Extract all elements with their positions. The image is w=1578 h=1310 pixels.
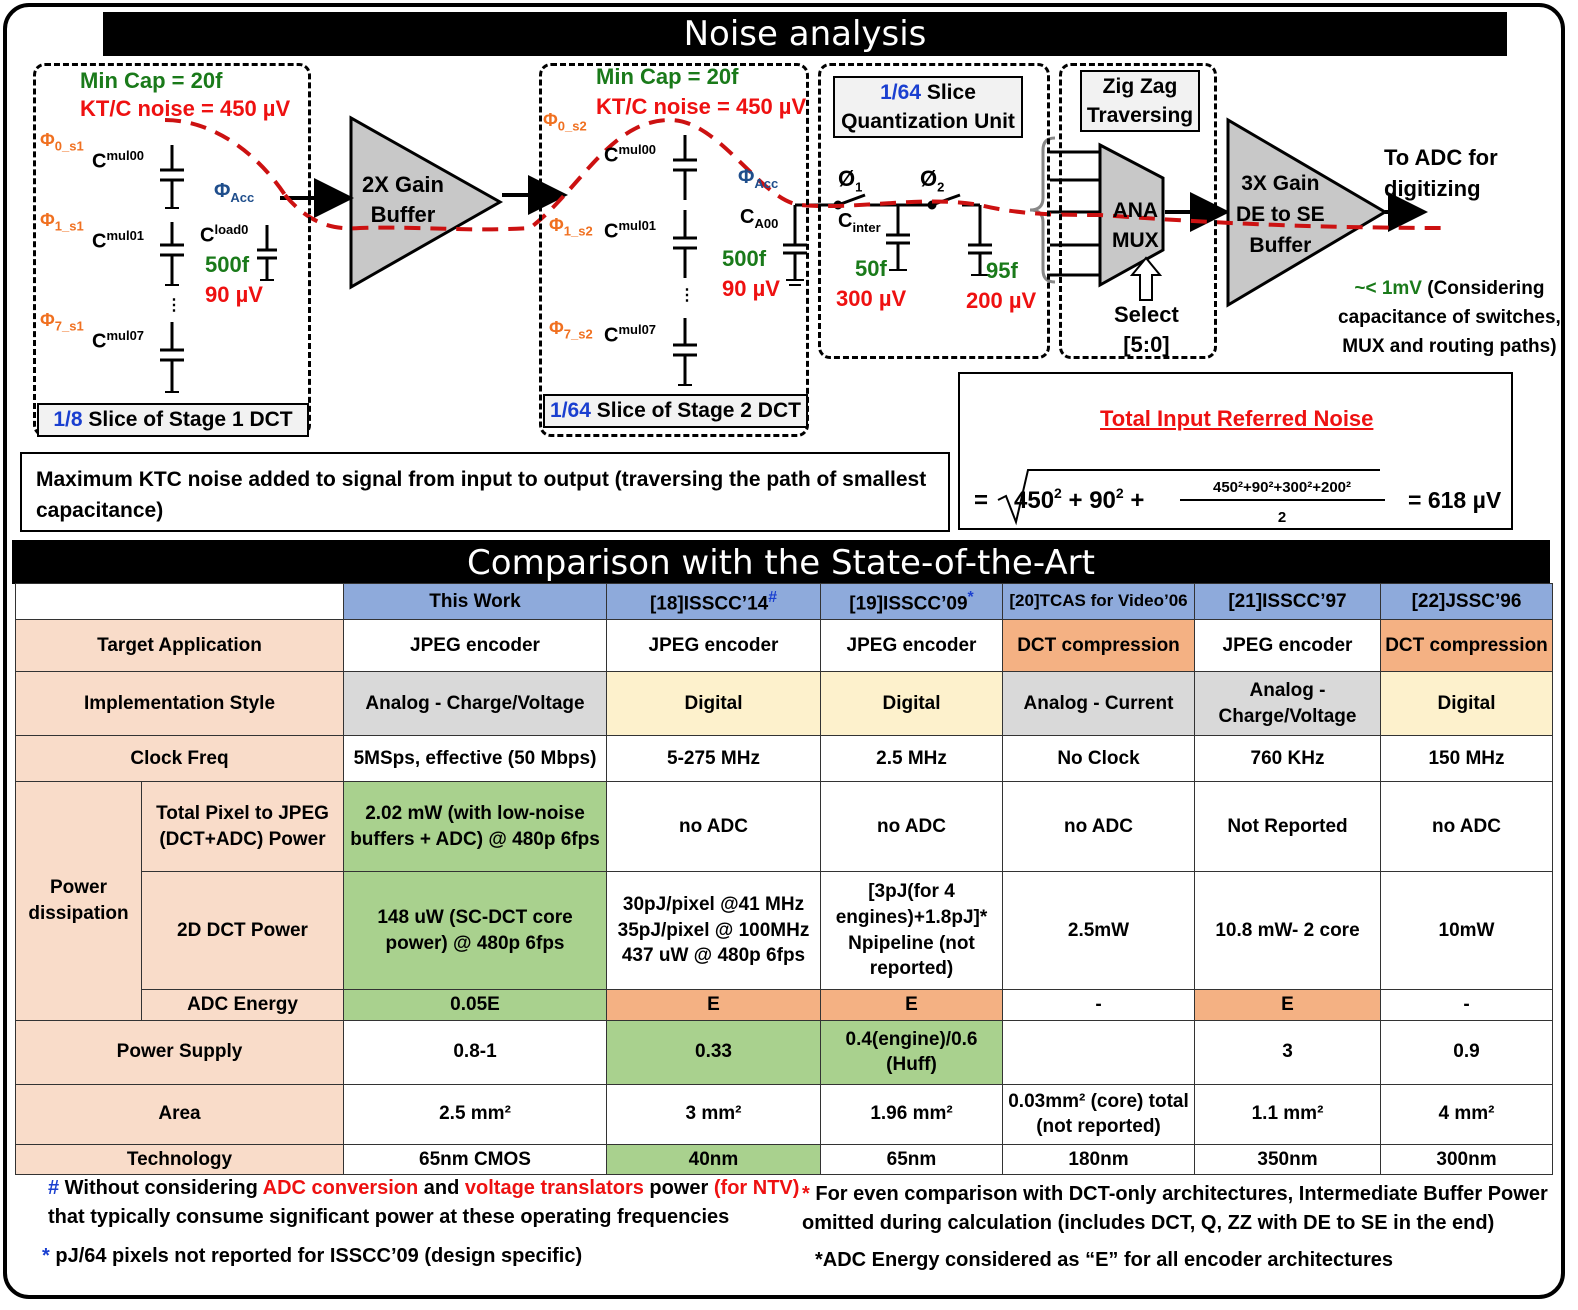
stage1-min-cap: Min Cap = 20f bbox=[80, 68, 223, 93]
stage1-phi-acc: $\Phi_{Acc}$ bbox=[214, 180, 255, 205]
buffer1-label: 2X Gain Buffer bbox=[362, 172, 444, 227]
table-cell: JPEG encoder bbox=[1195, 620, 1381, 672]
zigzag-title: Zig Zag Traversing bbox=[1080, 70, 1200, 132]
header-cell: [22]JSSC’96 bbox=[1381, 584, 1553, 620]
noise-analysis-title: Noise analysis bbox=[103, 12, 1507, 56]
table-cell: 5-275 MHz bbox=[607, 736, 821, 782]
header-corner bbox=[16, 584, 344, 620]
row-label: Technology bbox=[16, 1144, 344, 1175]
table-cell: Analog - Current bbox=[1003, 672, 1195, 736]
table-cell: 350nm bbox=[1195, 1144, 1381, 1175]
formula-frac-den: 2 bbox=[1277, 509, 1287, 526]
max-ktc-note: Maximum KTC noise added to signal from input to output (traversing the path of smallest capacitance) bbox=[20, 452, 950, 532]
row-label: Clock Freq bbox=[16, 736, 344, 782]
row-label: 2D DCT Power bbox=[142, 872, 344, 990]
table-cell: 0.9 bbox=[1381, 1020, 1553, 1084]
stage2-min-cap: Min Cap = 20f bbox=[596, 64, 739, 89]
cinter-label: $C_{inter}$ bbox=[838, 210, 881, 235]
row-label: ADC Energy bbox=[142, 990, 344, 1021]
row-label: Target Application bbox=[16, 620, 344, 672]
table-cell: - bbox=[1381, 990, 1553, 1021]
table-cell: 180nm bbox=[1003, 1144, 1195, 1175]
table-cell: 5MSps, effective (50 Mbps) bbox=[344, 736, 607, 782]
stage1-cmul01: $C^{mul01}$ bbox=[92, 228, 145, 253]
stage2-label: 1/64 Slice of Stage 2 DCT bbox=[543, 394, 808, 428]
table-cell: no ADC bbox=[1003, 782, 1195, 872]
svg-text:⋮: ⋮ bbox=[166, 297, 182, 314]
table-cell: no ADC bbox=[1381, 782, 1553, 872]
table-cell: Analog - Charge/Voltage bbox=[1195, 672, 1381, 736]
table-cell: 0.33 bbox=[607, 1020, 821, 1084]
table-cell: Digital bbox=[821, 672, 1003, 736]
stage1-cmul00: $C^{mul00}$ bbox=[92, 148, 145, 173]
header-cell: This Work bbox=[344, 584, 607, 620]
quant-noise2: 200 µV bbox=[966, 288, 1037, 313]
table-cell: JPEG encoder bbox=[344, 620, 607, 672]
table-cell: - bbox=[1003, 990, 1195, 1021]
power-group-label: Power dissipation bbox=[16, 782, 142, 1021]
table-cell: DCT compression bbox=[1381, 620, 1553, 672]
table-cell: Digital bbox=[607, 672, 821, 736]
table-cell: Analog - Charge/Voltage bbox=[344, 672, 607, 736]
table-cell: 2.5mW bbox=[1003, 872, 1195, 990]
table-cell: Digital bbox=[1381, 672, 1553, 736]
table-cell: JPEG encoder bbox=[607, 620, 821, 672]
stage2-cmul01: $C^{mul01}$ bbox=[604, 218, 657, 243]
table-cell: [3pJ(for 4 engines)+1.8pJ]* Npipeline (not reported) bbox=[821, 872, 1003, 990]
table-cell: 65nm CMOS bbox=[344, 1144, 607, 1175]
table-cell bbox=[1003, 1020, 1195, 1084]
formula-term2: 90 bbox=[1089, 487, 1116, 514]
total-noise-title: Total Input Referred Noise bbox=[1100, 406, 1374, 431]
stage1-cload: $C^{load0}$ bbox=[200, 222, 249, 247]
table-cell: 3 bbox=[1195, 1020, 1381, 1084]
mux-label: ANA MUX bbox=[1112, 199, 1159, 252]
table-header-row bbox=[16, 584, 1553, 620]
stage1-cmul07: $C^{mul07}$ bbox=[92, 328, 145, 353]
stage2-phi7: $\Phi_{7\_s2}$ bbox=[549, 318, 593, 342]
footnote-right: * For even comparison with DCT-only architectures, Intermediate Buffer Power omitted during calculation (includes DCT, Q, ZZ with DE to SE in the end) bbox=[802, 1183, 1548, 1234]
stage2-cap-val: 500f bbox=[722, 246, 767, 271]
table-cell: 2.02 mW (with low-noise buffers + ADC) @ 480p 6fps bbox=[344, 782, 607, 872]
row-label: Total Pixel to JPEG (DCT+ADC) Power bbox=[142, 782, 344, 872]
table-cell: 2.5 mm² bbox=[344, 1084, 607, 1144]
formula-result: = 618 µV bbox=[1408, 487, 1502, 513]
table-cell: 148 uW (SC-DCT core power) @ 480p 6fps bbox=[344, 872, 607, 990]
row-label: Implementation Style bbox=[16, 672, 344, 736]
switch-phi1: $Ø_1$ bbox=[838, 166, 863, 195]
table-cell: 30pJ/pixel @41 MHz 35pJ/pixel @ 100MHz 437 uW @ 480p 6fps bbox=[607, 872, 821, 990]
stage1-cap-val: 500f bbox=[205, 252, 250, 277]
comparison-title: Comparison with the State-of-the-Art bbox=[12, 540, 1550, 584]
table-row bbox=[16, 672, 1553, 736]
stage1-noise-val: 90 µV bbox=[205, 282, 263, 307]
table-cell: JPEG encoder bbox=[821, 620, 1003, 672]
table-cell: 65nm bbox=[821, 1144, 1003, 1175]
table-row bbox=[16, 872, 1553, 990]
table-cell: Not Reported bbox=[1195, 782, 1381, 872]
select-label: Select [5:0] bbox=[1114, 302, 1179, 357]
table-cell: 10.8 mW- 2 core bbox=[1195, 872, 1381, 990]
table-cell: no ADC bbox=[821, 782, 1003, 872]
table-cell: 3 mm² bbox=[607, 1084, 821, 1144]
table-cell: 0.03mm² (core) total (not reported) bbox=[1003, 1084, 1195, 1144]
table-cell: E bbox=[607, 990, 821, 1021]
stage2-ca00: $C_{A00}$ bbox=[740, 206, 779, 231]
header-cell: [18]ISSCC’14# bbox=[607, 584, 821, 620]
table-row bbox=[16, 1144, 1553, 1175]
formula-equals: = bbox=[974, 487, 989, 514]
formula-term1: 450 bbox=[1014, 487, 1055, 514]
stage1-phi0: $\Phi_{0\_s1}$ bbox=[40, 130, 84, 154]
quant-cap1: 50f bbox=[855, 256, 887, 281]
stage1-ktc-noise: KT/C noise = 450 µV bbox=[80, 96, 291, 121]
table-row bbox=[16, 1020, 1553, 1084]
to-adc-label: To ADC for digitizing bbox=[1384, 145, 1498, 201]
table-cell: 4 mm² bbox=[1381, 1084, 1553, 1144]
table-row bbox=[16, 1084, 1553, 1144]
row-label: Area bbox=[16, 1084, 344, 1144]
table-row bbox=[16, 782, 1553, 872]
stage1-label: 1/8 Slice of Stage 1 DCT bbox=[37, 403, 309, 437]
stage2-phi0: $\Phi_{0\_s2}$ bbox=[543, 110, 587, 134]
total-noise-formula bbox=[960, 460, 1510, 530]
stage2-noise-val: 90 µV bbox=[722, 276, 780, 301]
table-cell: DCT compression bbox=[1003, 620, 1195, 672]
buffer2-label: 3X Gain DE to SE Buffer bbox=[1236, 172, 1325, 257]
stage1-phi7: $\Phi_{7\_s1}$ bbox=[40, 310, 84, 334]
table-cell: 0.8-1 bbox=[344, 1020, 607, 1084]
footnote-star: * pJ/64 pixels not reported for ISSCC’09 (design specific) bbox=[42, 1245, 583, 1267]
header-cell: [20]TCAS for Video’06 bbox=[1003, 584, 1195, 620]
table-cell: 2.5 MHz bbox=[821, 736, 1003, 782]
header-cell: [19]ISSCC’09* bbox=[821, 584, 1003, 620]
table-cell: 1.96 mm² bbox=[821, 1084, 1003, 1144]
table-row bbox=[16, 620, 1553, 672]
stage1-phi1: $\Phi_{1\_s1}$ bbox=[40, 210, 84, 234]
table-cell: E bbox=[821, 990, 1003, 1021]
row-label: Power Supply bbox=[16, 1020, 344, 1084]
stage2-cmul07: $C^{mul07}$ bbox=[604, 322, 657, 347]
table-cell: 760 KHz bbox=[1195, 736, 1381, 782]
side-note: ~< 1mV (Considering capacitance of switches, MUX and routing paths) bbox=[1338, 278, 1561, 357]
table-row bbox=[16, 990, 1553, 1021]
quant-title: 1/64 Slice Quantization Unit bbox=[833, 76, 1023, 138]
switch-phi2: $Ø_2$ bbox=[920, 166, 945, 195]
formula-frac-num: 450²+90²+300²+200² bbox=[1212, 479, 1352, 496]
table-cell: 0.4(engine)/0.6 (Huff) bbox=[821, 1020, 1003, 1084]
comparison-table bbox=[15, 583, 1553, 1175]
table-cell: 1.1 mm² bbox=[1195, 1084, 1381, 1144]
stage2-ktc-noise: KT/C noise = 450 µV bbox=[596, 94, 807, 119]
svg-text:4502 + 902 +: $450^2 + 90^2$ + bbox=[1014, 485, 1145, 514]
header-cell: [21]ISSCC’97 bbox=[1195, 584, 1381, 620]
footnote-adc-energy: *ADC Energy considered as “E” for all encoder architectures bbox=[815, 1249, 1393, 1271]
table-cell: no ADC bbox=[607, 782, 821, 872]
table-cell: E bbox=[1195, 990, 1381, 1021]
svg-text:⋮: ⋮ bbox=[679, 287, 695, 304]
table-row bbox=[16, 736, 1553, 782]
table-cell: 300nm bbox=[1381, 1144, 1553, 1175]
quant-cap2: 95f bbox=[986, 258, 1018, 283]
footnote-hash: # Without considering ADC conversion and voltage translators power (for NTV) that typically consume significant power at these operating frequencies bbox=[48, 1177, 800, 1228]
table-cell: 40nm bbox=[607, 1144, 821, 1175]
table-cell: No Clock bbox=[1003, 736, 1195, 782]
quant-noise1: 300 µV bbox=[836, 286, 907, 311]
table-cell: 10mW bbox=[1381, 872, 1553, 990]
stage2-phi-acc: $\Phi_{Acc}$ bbox=[738, 166, 779, 191]
table-cell: 150 MHz bbox=[1381, 736, 1553, 782]
stage2-cmul00: $C^{mul00}$ bbox=[604, 142, 657, 167]
stage2-phi1: $\Phi_{1\_s2}$ bbox=[549, 215, 593, 239]
table-cell: 0.05E bbox=[344, 990, 607, 1021]
